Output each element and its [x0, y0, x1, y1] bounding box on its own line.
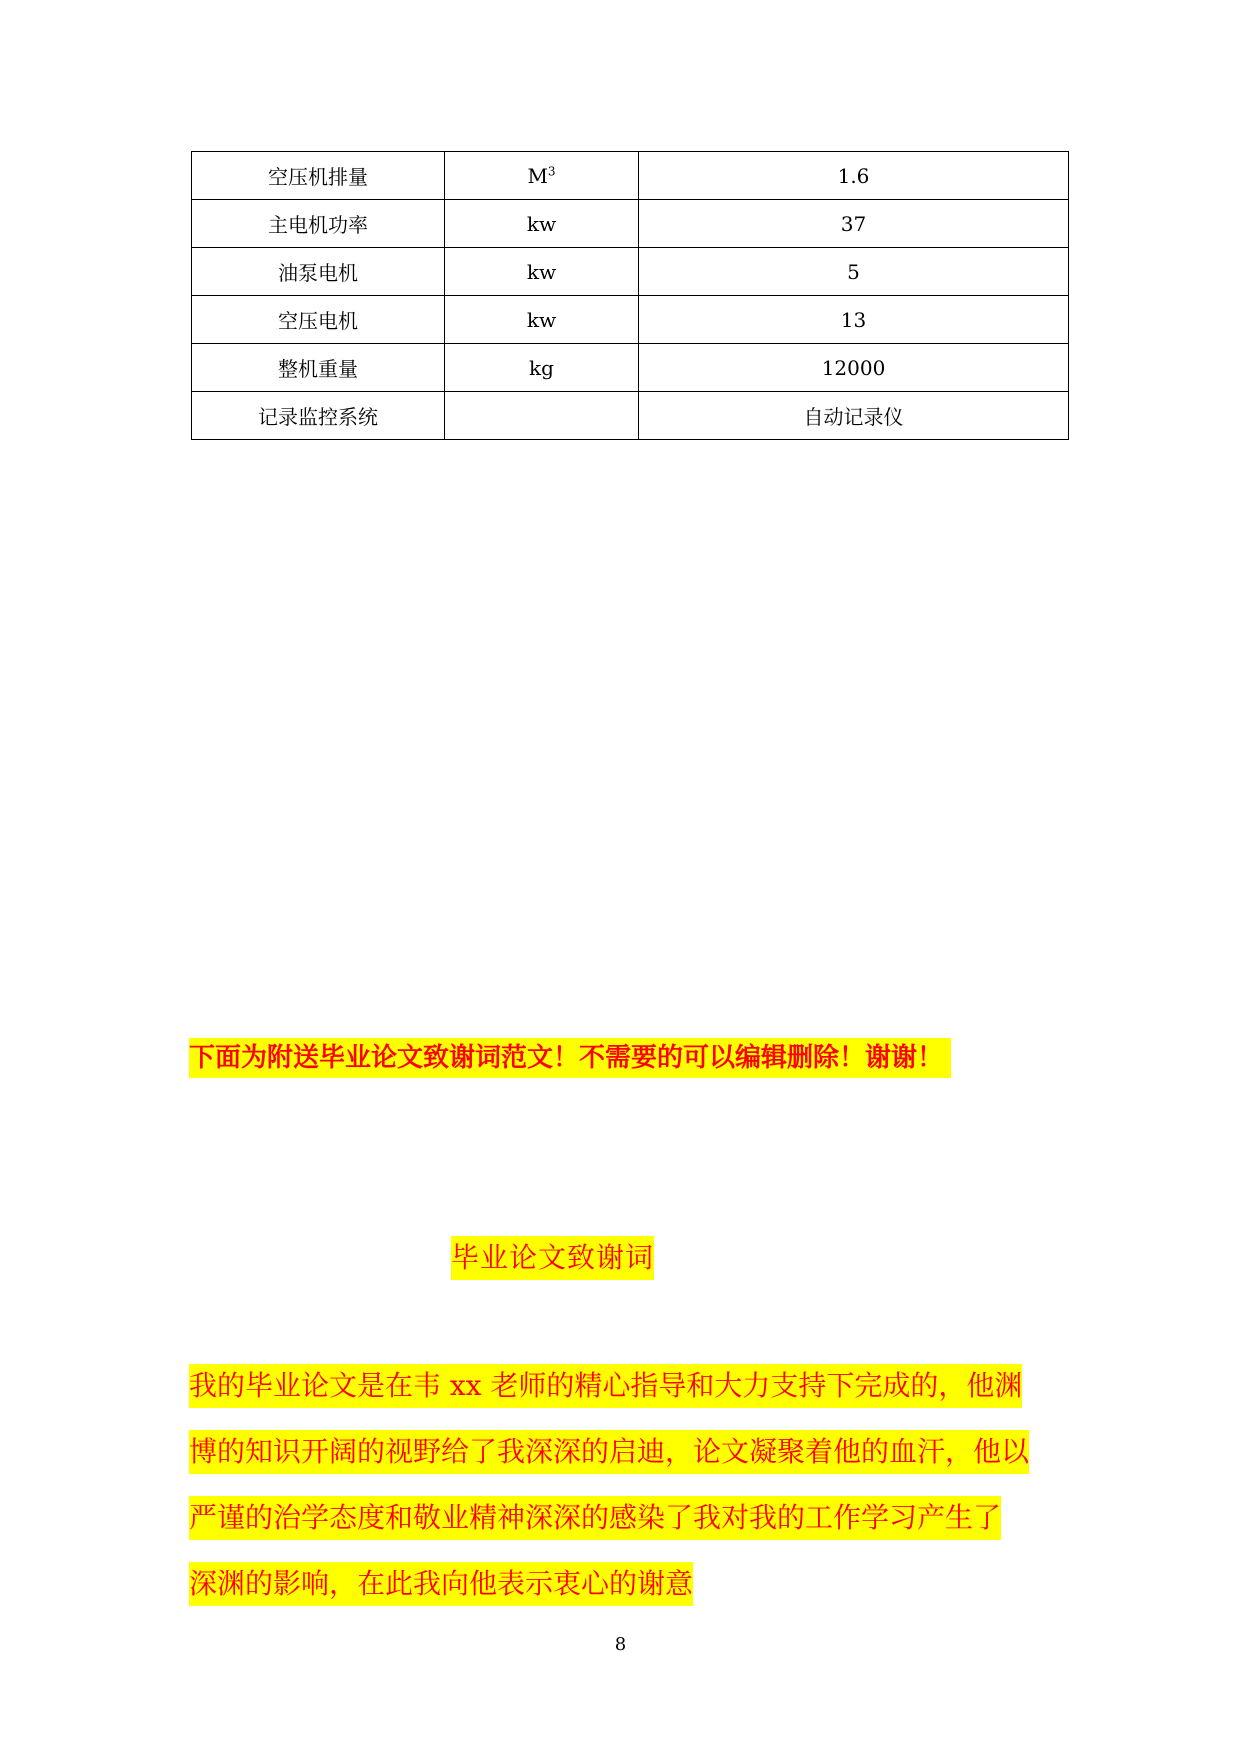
table-row	[192, 392, 1069, 440]
unit-text: M	[527, 163, 548, 188]
ack-line-text: 我的毕业论文是在韦 xx 老师的精心指导和大力支持下完成的，他渊	[189, 1364, 1022, 1408]
param-unit-cell	[445, 392, 639, 440]
ack-line-text: 严谨的治学态度和敬业精神深深的感染了我对我的工作学习产生了	[189, 1496, 1001, 1540]
param-name-cell: 油泵电机	[192, 248, 445, 296]
param-value-cell: 自动记录仪	[639, 392, 1069, 440]
table-row	[192, 248, 1069, 296]
notice-banner: 下面为附送毕业论文致谢词范文！不需要的可以编辑删除！谢谢！	[189, 1038, 951, 1078]
ack-body	[189, 1364, 1069, 1628]
param-name-cell: 整机重量	[192, 344, 445, 392]
table-row	[192, 344, 1069, 392]
ack-line-text: 深渊的影响，在此我向他表示衷心的谢意	[189, 1562, 693, 1606]
table-row	[192, 200, 1069, 248]
unit-superscript: 3	[547, 163, 556, 178]
param-value-cell: 1.6	[639, 152, 1069, 200]
param-name-cell: 空压电机	[192, 296, 445, 344]
ack-title: 毕业论文致谢词	[451, 1236, 654, 1280]
table-row	[192, 152, 1069, 200]
ack-line	[189, 1562, 1069, 1628]
param-name-cell: 主电机功率	[192, 200, 445, 248]
table-row	[192, 296, 1069, 344]
param-unit-cell: kg	[445, 344, 639, 392]
ack-line	[189, 1430, 1069, 1496]
spec-table	[191, 151, 1069, 440]
page-number: 8	[614, 1634, 627, 1655]
param-value-cell: 12000	[639, 344, 1069, 392]
param-unit-cell: kw	[445, 200, 639, 248]
param-value-cell: 37	[639, 200, 1069, 248]
ack-line	[189, 1496, 1069, 1562]
param-value-cell: 5	[639, 248, 1069, 296]
param-unit-cell	[445, 152, 639, 200]
param-name-cell: 空压机排量	[192, 152, 445, 200]
param-unit-cell: kw	[445, 248, 639, 296]
param-name-cell: 记录监控系统	[192, 392, 445, 440]
param-value-cell: 13	[639, 296, 1069, 344]
ack-line	[189, 1364, 1069, 1430]
ack-line-text: 博的知识开阔的视野给了我深深的启迪，论文凝聚着他的血汗，他以	[189, 1430, 1029, 1474]
param-unit-cell: kw	[445, 296, 639, 344]
